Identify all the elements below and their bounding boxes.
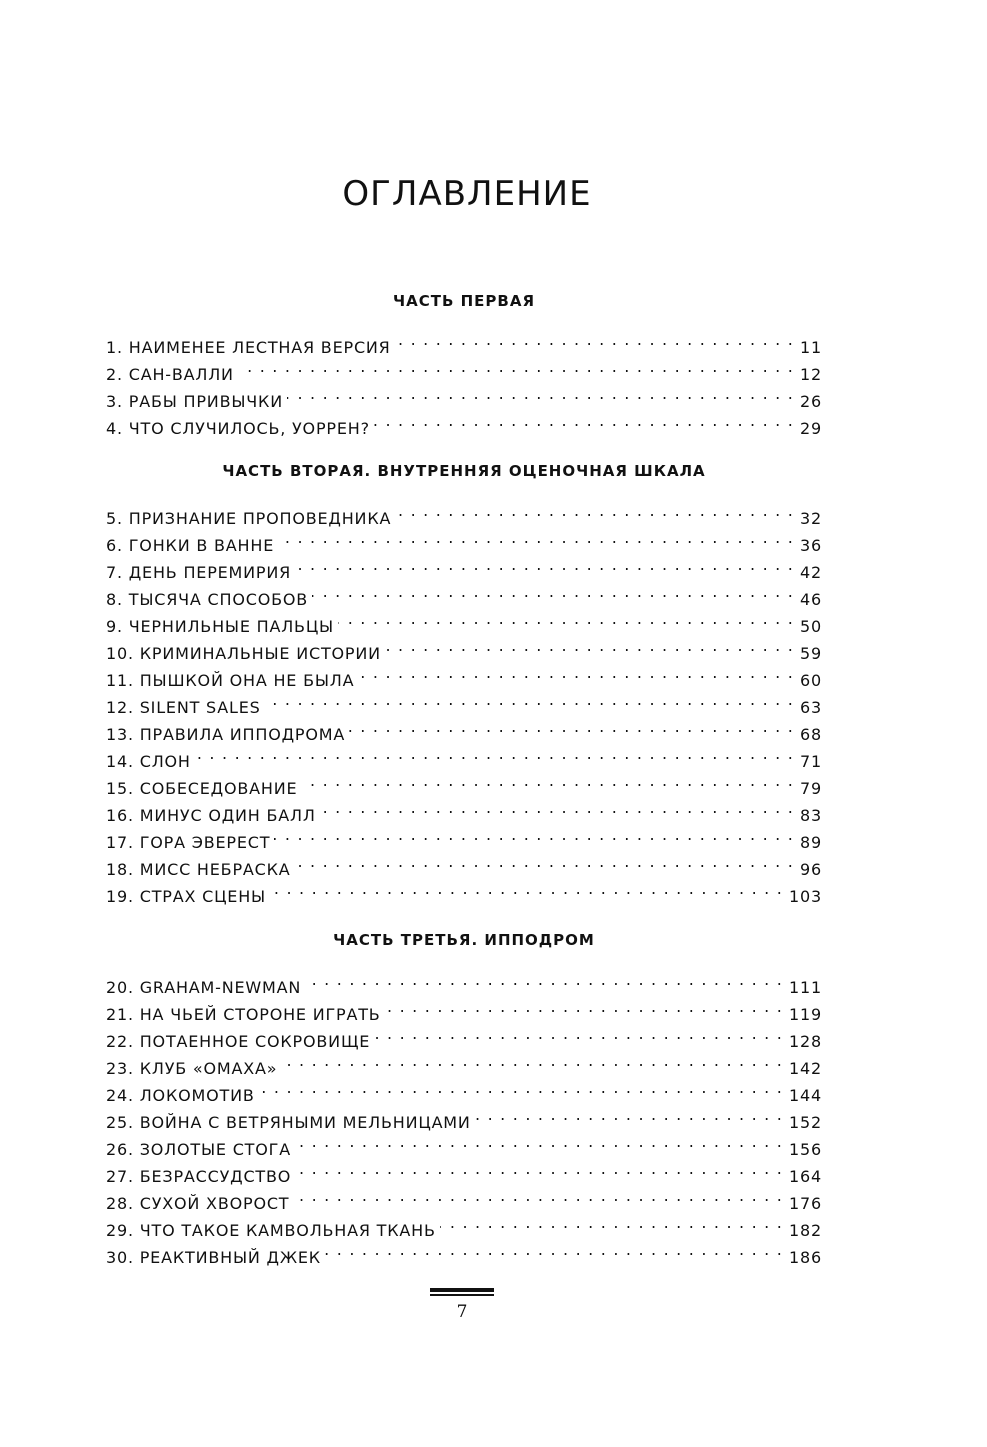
- footer-rule-thick: [430, 1288, 494, 1292]
- toc-entry-label: 17. ГОРА ЭВЕРЕСТ: [106, 833, 271, 852]
- toc-list-part-3: [106, 966, 822, 1267]
- toc-entry-page: 156: [789, 1140, 822, 1159]
- toc-entry-label: 24. ЛОКОМОТИВ: [106, 1086, 255, 1105]
- toc-entry[interactable]: [106, 966, 822, 997]
- toc-entry[interactable]: [106, 326, 822, 357]
- toc-entry-page: 79: [800, 779, 822, 798]
- toc-entry-page: 50: [800, 617, 822, 636]
- toc-entry-label: 22. ПОТАЕННОЕ СОКРОВИЩЕ: [106, 1032, 371, 1051]
- toc-entry-label: 8. ТЫСЯЧА СПОСОБОВ: [106, 590, 309, 609]
- toc-entry-page: 119: [789, 1005, 822, 1024]
- toc-entry-page: 176: [789, 1194, 822, 1213]
- dot-leader: [395, 326, 794, 353]
- toc-entry-page: 164: [789, 1167, 822, 1186]
- dot-leader: [270, 875, 783, 902]
- toc-entry-label: 30. РЕАКТИВНЫЙ ДЖЕК: [106, 1248, 321, 1267]
- toc-entry-label: 19. СТРАХ СЦЕНЫ: [106, 887, 266, 906]
- toc-entry-page: 96: [800, 860, 822, 879]
- toc-entry-label: 12. SILENT SALES: [106, 698, 261, 717]
- toc-entry-page: 182: [789, 1221, 822, 1240]
- toc-entry-label: 21. НА ЧЬЕЙ СТОРОНЕ ИГРАТЬ: [106, 1005, 381, 1024]
- dot-leader: [295, 1128, 783, 1155]
- toc-entry-label: 28. СУХОЙ ХВОРОСТ: [106, 1194, 290, 1213]
- dot-leader: [259, 1074, 783, 1101]
- toc-entry-label: 26. ЗОЛОТЫЕ СТОГА: [106, 1140, 291, 1159]
- toc-entry-page: 142: [789, 1059, 822, 1078]
- toc-entry[interactable]: [106, 767, 822, 798]
- toc-entry-label: 2. САН-ВАЛЛИ: [106, 365, 234, 384]
- dot-leader: [475, 1101, 783, 1128]
- dot-leader: [374, 407, 794, 434]
- toc-entry-label: 10. КРИМИНАЛЬНЫЕ ИСТОРИИ: [106, 644, 381, 663]
- dot-leader: [295, 551, 794, 578]
- toc-entry-label: 14. СЛОН: [106, 752, 191, 771]
- dot-leader: [265, 686, 794, 713]
- toc-entry-label: 11. ПЫШКОЙ ОНА НЕ БЫЛА: [106, 671, 355, 690]
- toc-entry-label: 3. РАБЫ ПРИВЫЧКИ: [106, 392, 283, 411]
- dot-leader: [278, 524, 794, 551]
- toc-entry-page: 111: [789, 978, 822, 997]
- part-heading-3: ЧАСТЬ ТРЕТЬЯ. ИППОДРОМ: [333, 931, 595, 949]
- dot-leader: [385, 632, 794, 659]
- toc-entry-label: 9. ЧЕРНИЛЬНЫЕ ПАЛЬЦЫ: [106, 617, 334, 636]
- part-heading-2: ЧАСТЬ ВТОРАЯ. ВНУТРЕННЯЯ ОЦЕНОЧНАЯ ШКАЛА: [222, 462, 706, 480]
- toc-entry-page: 29: [800, 419, 822, 438]
- toc-entry-page: 152: [789, 1113, 822, 1132]
- footer-rule: [430, 1288, 494, 1297]
- dot-leader: [295, 1155, 783, 1182]
- toc-entry-page: 46: [800, 590, 822, 609]
- page-number: 7: [456, 1302, 468, 1322]
- toc-entry-label: 23. КЛУБ «ОМАХА»: [106, 1059, 278, 1078]
- toc-entry-page: 144: [789, 1086, 822, 1105]
- dot-leader: [338, 605, 794, 632]
- toc-entry-label: 25. ВОЙНА С ВЕТРЯНЫМИ МЕЛЬНИЦАМИ: [106, 1113, 471, 1132]
- toc-entry-label: 15. СОБЕСЕДОВАНИЕ: [106, 779, 298, 798]
- toc-entry-page: 63: [800, 698, 822, 717]
- toc-list-part-1: [106, 326, 822, 438]
- toc-entry-page: 32: [800, 509, 822, 528]
- page-title: ОГЛАВЛЕНИЕ: [342, 174, 592, 214]
- dot-leader: [325, 1236, 783, 1263]
- dot-leader: [374, 1020, 783, 1047]
- dot-leader: [281, 1047, 783, 1074]
- dot-leader: [305, 966, 783, 993]
- dot-leader: [349, 713, 794, 740]
- part-heading-1: ЧАСТЬ ПЕРВАЯ: [392, 292, 535, 310]
- toc-entry-page: 71: [800, 752, 822, 771]
- toc-entry-label: 27. БЕЗРАССУДСТВО: [106, 1167, 292, 1186]
- dot-leader: [295, 848, 795, 875]
- dot-leader: [195, 740, 794, 767]
- toc-entry-label: 29. ЧТО ТАКОЕ КАМВОЛЬНАЯ ТКАНЬ: [106, 1221, 436, 1240]
- toc-entry-page: 103: [789, 887, 822, 906]
- toc-entry-label: 5. ПРИЗНАНИЕ ПРОПОВЕДНИКА: [106, 509, 392, 528]
- toc-entry[interactable]: [106, 497, 822, 528]
- toc-entry-page: 186: [789, 1248, 822, 1267]
- footer-rule-thin: [430, 1294, 494, 1296]
- toc-entry-page: 60: [800, 671, 822, 690]
- dot-leader: [395, 497, 794, 524]
- dot-leader: [287, 380, 794, 407]
- toc-entry-label: 6. ГОНКИ В ВАННЕ: [106, 536, 275, 555]
- toc-entry-label: 1. НАИМЕНЕЕ ЛЕСТНАЯ ВЕРСИЯ: [106, 338, 391, 357]
- dot-leader: [238, 353, 794, 380]
- toc-entry-label: 18. МИСС НЕБРАСКА: [106, 860, 291, 879]
- dot-leader: [274, 821, 794, 848]
- dot-leader: [293, 1182, 783, 1209]
- toc-entry-label: 4. ЧТО СЛУЧИЛОСЬ, УОРРЕН?: [106, 419, 370, 438]
- toc-entry-page: 68: [800, 725, 822, 744]
- toc-entry-page: 36: [800, 536, 822, 555]
- dot-leader: [320, 794, 794, 821]
- dot-leader: [440, 1209, 783, 1236]
- dot-leader: [358, 659, 794, 686]
- toc-entry-label: 20. GRAHAM-NEWMAN: [106, 978, 302, 997]
- toc-entry[interactable]: [106, 740, 822, 771]
- toc-entry-page: 83: [800, 806, 822, 825]
- toc-entry-page: 42: [800, 563, 822, 582]
- toc-entry-label: 7. ДЕНЬ ПЕРЕМИРИЯ: [106, 563, 292, 582]
- toc-entry-page: 59: [800, 644, 822, 663]
- toc-entry-page: 26: [800, 392, 822, 411]
- toc-entry-page: 89: [800, 833, 822, 852]
- toc-entry-label: 16. МИНУС ОДИН БАЛЛ: [106, 806, 316, 825]
- toc-entry-page: 12: [800, 365, 822, 384]
- toc-list-part-2: [106, 497, 822, 906]
- toc-entry-page: 128: [789, 1032, 822, 1051]
- dot-leader: [312, 578, 794, 605]
- dot-leader: [301, 767, 794, 794]
- toc-entry-label: 13. ПРАВИЛА ИППОДРОМА: [106, 725, 346, 744]
- dot-leader: [385, 993, 783, 1020]
- toc-entry-page: 11: [800, 338, 822, 357]
